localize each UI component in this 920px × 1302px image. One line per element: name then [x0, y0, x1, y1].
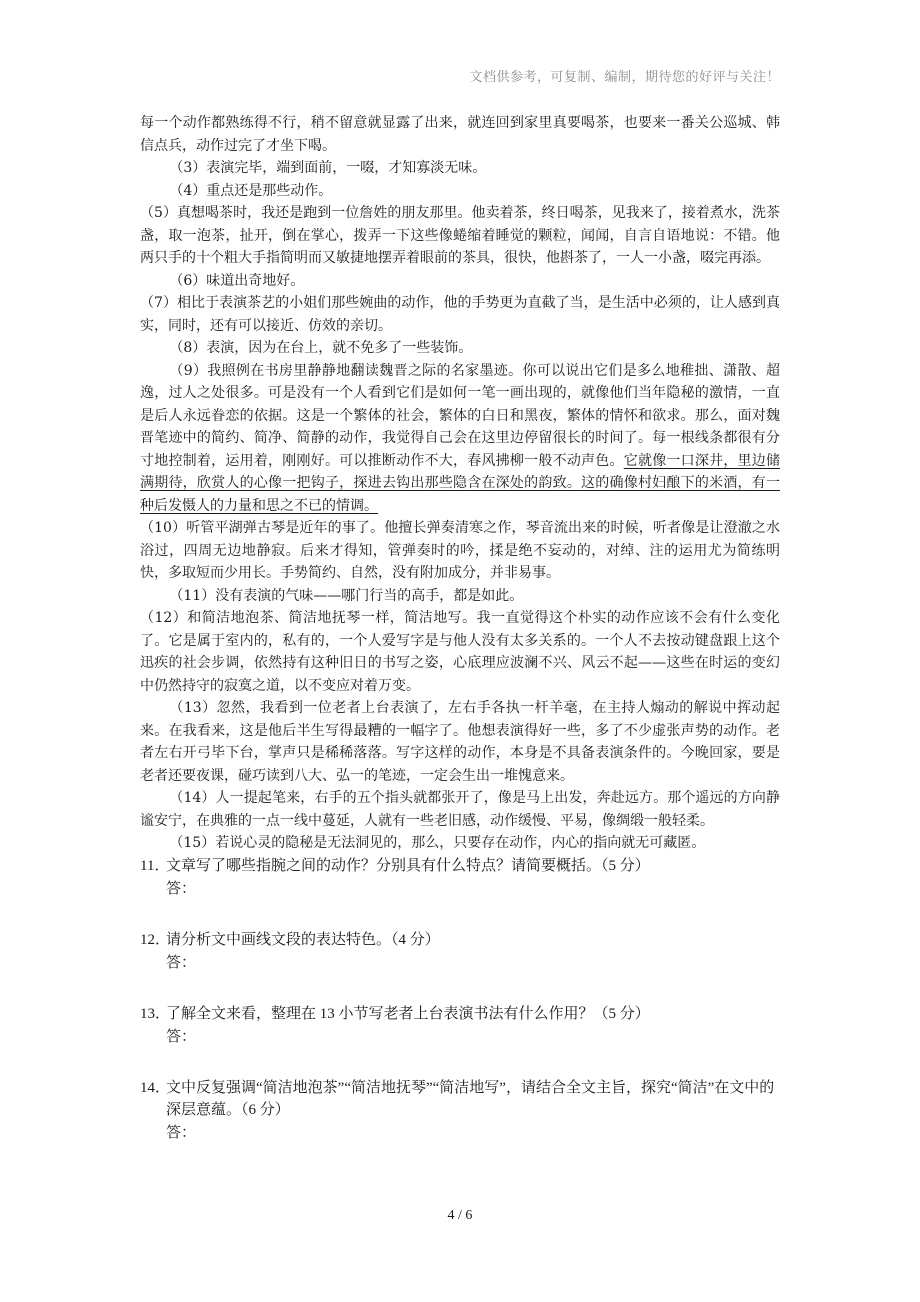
page-number: 4 / 6: [447, 1208, 473, 1223]
paragraph-3: （3）表演完毕，端到面前，一啜，才知寡淡无味。: [169, 160, 487, 176]
question-number: 13．: [140, 1005, 171, 1022]
answer-13: 答：: [166, 1026, 197, 1045]
question-text: 了解全文来看，整理在 13 小节写老者上台表演书法有什么作用？（5 分）: [166, 1005, 650, 1022]
paragraph-10: （10）听管平湖弹古琴是近年的事了。他擅长弹奏清寒之作，琴音流出来的时候，听者像是让澄澈之水浴过，四周无边地静寂。后来才得知，管弹奏时的吟，揉是绝不妄动的，对绰、注的运用尤为简练明快，多取短而少用长。手势简约、自然，没有附加成分，并非易事。: [140, 520, 780, 581]
paragraph-6: （6）味道出奇地好。: [169, 272, 305, 289]
question-text: 请分析文中画线文段的表达特色。（4 分）: [166, 931, 440, 948]
question-13: [140, 1003, 780, 1025]
question-11: [140, 855, 780, 877]
paragraph-12: （12）和简洁地泡茶、简洁地抚琴一样，简洁地写。我一直觉得这个朴实的动作应该不会有什么变化了。它是属于室内的，私有的，一个人爱写字是与他人没有太多关系的。一个人不去按动键盘跟上这个迅疾的社会步调，依然持有这种旧日的书写之姿，心底理应波澜不兴、风云不起——这些在时运的变幻中仍然持守的寂寞之道，以不变应对着万变。: [140, 610, 780, 694]
question-number: 12．: [140, 931, 171, 948]
paragraph-9-text: （9）我照例在书房里静静地翻读魏晋之际的名家墨迹。你可以说出它们是多么地稚拙、潇散、超逸，过人之处很多。可是没有一个人看到它们是如何一笔一画出现的，就像他们当年隐秘的激情，一直是后人永远眷恋的依据。这是一个繁体的社会，繁体的白日和黑夜，繁体的情怀和欲求。那么，面对魏晋笔迹中的简约、简净、简静的动作，我觉得自己会在这里边停留很长的时间了。每一根线条都很有分寸地控制着，运用着，刚刚好。可以推断动作不大，春风拂柳一般不动声色。: [140, 362, 780, 469]
underlined-passage: 它就像一口深井，里边储满期待，欣赏人的心像一把钩子，探进去钩出那些隐含在深处的韵致。这的确像村妇酿下的米酒，有一种后发慑人的力量和思之不已的情调。: [140, 452, 781, 514]
question-12: [140, 929, 780, 951]
question-14: [140, 1077, 780, 1121]
paragraph-7: （7）相比于表演茶艺的小姐们那些婉曲的动作，他的手势更为直截了当，是生活中必须的，让人感到真实，同时，还有可以接近、仿效的亲切。: [140, 295, 780, 334]
question-number: 11．: [140, 857, 170, 874]
paragraph-14: （14）人一提起笔来，右手的五个指头就都张开了，像是马上出发，奔赴远方。那个遥远的方向静谧安宁，在典雅的一点一线中蔓延，人就有一些老旧感，动作缓慢、平易，像绸缎一般轻柔。: [140, 790, 780, 829]
answer-14: 答：: [166, 1122, 197, 1141]
paragraph-continued: 每一个动作都熟练得不行，稍不留意就显露了出来，就连回到家里真要喝茶，也要来一番关公巡城、韩信点兵，动作过完了才坐下喝。: [140, 115, 780, 154]
paragraph-15: （15）若说心灵的隐秘是无法洞见的，那么，只要存在动作，内心的指向就无可藏匿。: [169, 835, 706, 851]
question-text: 文中反复强调“简洁地泡茶”“简洁地抚琴”“简洁地写”，请结合全文主旨，探究“简洁”在文中的深层意蕴。（6 分）: [166, 1079, 775, 1118]
paragraph-13: （13）忽然，我看到一位老者上台表演了，左右手各执一杆羊毫，在主持人煽动的解说中挥动起来。在我看来，这是他后半生写得最糟的一幅字了。他想表演得好一些，多了不少虚张声势的动作。老者左右开弓毕下台，掌声只是稀稀落落。写字这样的动作，本身是不具备表演条件的。今晚回家，要是老者还要夜课，碰巧读到八大、弘一的笔迹，一定会生出一堆愧意来。: [140, 700, 780, 784]
question-text: 文章写了哪些指腕之间的动作？分别具有什么特点？请简要概括。（5 分）: [166, 857, 650, 874]
paragraph-4: （4）重点还是那些动作。: [169, 182, 333, 199]
paragraph-8: （8）表演，因为在台上，就不免多了一些装饰。: [169, 340, 473, 356]
header-note: 文档供参考，可复制、编制，期待您的好评与关注！: [469, 70, 780, 85]
paragraph-5: （5）真想喝茶时，我还是跑到一位詹姓的朋友那里。他卖着茶，终日喝茶，见我来了，接着煮水，洗茶盏，取一泡茶，扯开，倒在掌心，拨弄一下这些像蜷缩着睡觉的颗粒，闻闻，自言自语地说：不错。他两只手的十个粗大手指简明而又敏捷地摆弄着眼前的茶具，很快，他斟茶了，一人一小盏，啜完再添。: [140, 205, 780, 266]
answer-12: 答：: [166, 952, 197, 971]
paragraph-9: [140, 360, 780, 518]
document-body: [140, 112, 780, 1143]
question-number: 14．: [140, 1079, 171, 1096]
paragraph-11: （11）没有表演的气味——哪门行当的高手，都是如此。: [169, 587, 524, 604]
answer-11: 答：: [166, 878, 197, 897]
